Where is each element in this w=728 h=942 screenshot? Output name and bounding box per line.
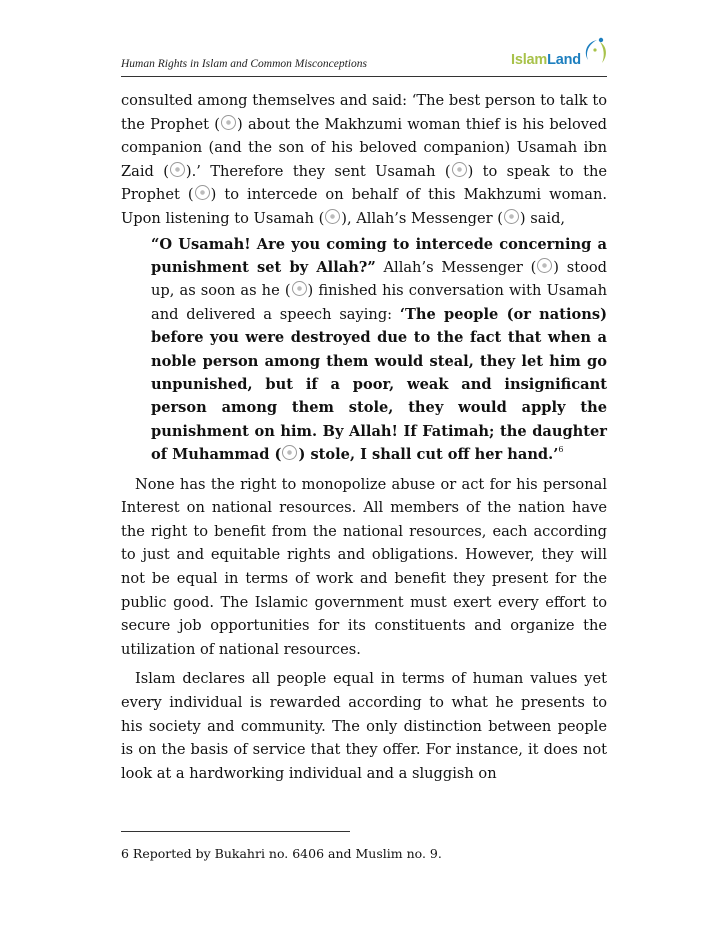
companion-glyph-icon bbox=[170, 162, 185, 177]
text-span: ) about the Makhzumi woman thief is his beloved companion (and the son of his beloved companion) Usamah ibn Zaid ( bbox=[121, 115, 607, 180]
paragraph-3: Islam declares all people equal in terms of human values yet every individual is rewarded according to what he presents to his society and community. The only distinction between people is on the basis of service that they offer. For instance, it does not look at a hardworking individual and a sluggish on bbox=[121, 670, 607, 782]
logo-wordmark bbox=[511, 52, 581, 68]
page-header bbox=[121, 36, 607, 78]
text-span: Allah’s Messenger ( bbox=[375, 258, 537, 276]
text-span: ) to speak to the Prophet ( bbox=[121, 162, 607, 204]
paragraph-2: None has the right to monopolize abuse or act for his personal Interest on national resources. All members of the nation have the right to benefit from the national resources, each according to just and equitable rights and obligations. However, they will not be equal in terms of work and benefit they present for the public good. The Islamic government must exert every effort to secure job opportunities for its constituents and organize the utilization of national resources. bbox=[121, 475, 607, 658]
logo-text-land: Land bbox=[547, 52, 581, 68]
footnote-reference[interactable]: 6 bbox=[558, 445, 564, 455]
text-span: consulted among themselves and said: ‘The best person to talk to the Prophet ( bbox=[121, 92, 607, 133]
quote-bold-text: ‘The people (or nations) before you were destroyed due to the fact that when a noble person among them would steal, they let him go unpunished, but if a poor, weak and insignificant person among them stole, they would apply the punishment on him. By Allah! If Fatimah; the daughter of Muhammad ( bbox=[151, 305, 607, 464]
salutation-glyph-icon bbox=[221, 115, 236, 130]
text-span: ) said, bbox=[519, 209, 566, 227]
footnote-divider bbox=[121, 831, 350, 832]
footnote: 6 Reported by Bukahri no. 6406 and Muslim no. 9. bbox=[121, 846, 442, 861]
text-span: ).’ Therefore they sent Usamah ( bbox=[185, 162, 451, 180]
quote-bold-text: ) stole, I shall cut off her hand.’ bbox=[298, 446, 559, 464]
islamland-logo bbox=[511, 36, 607, 76]
text-span: ) to intercede on behalf of this Makhzumi woman. Upon listening to Usamah ( bbox=[121, 186, 607, 227]
salutation-glyph-icon bbox=[292, 281, 307, 296]
salutation-glyph-icon bbox=[195, 185, 210, 200]
text-span: ) stood up, as soon as he ( bbox=[151, 258, 607, 300]
salutation-glyph-icon bbox=[537, 258, 552, 273]
crescent-logo-icon bbox=[577, 36, 611, 70]
logo-text-islam: Islam bbox=[511, 52, 548, 68]
salutation-glyph-icon bbox=[282, 445, 297, 460]
companion-glyph-icon bbox=[325, 209, 340, 224]
paragraph-1 bbox=[121, 89, 607, 231]
running-title: Human Rights in Islam and Common Misconceptions bbox=[121, 58, 367, 70]
hadith-quote bbox=[151, 233, 607, 467]
header-divider bbox=[121, 76, 607, 77]
salutation-glyph-icon bbox=[504, 209, 519, 224]
quote-bold-text: “O Usamah! Are you coming to intercede concerning a punishment set by Allah?” bbox=[151, 235, 607, 276]
text-span: ), Allah’s Messenger ( bbox=[341, 209, 503, 227]
body-text bbox=[121, 89, 607, 785]
companion-glyph-icon bbox=[452, 162, 467, 177]
text-span: ) finished his conversation with Usamah and delivered a speech saying: bbox=[151, 282, 607, 323]
